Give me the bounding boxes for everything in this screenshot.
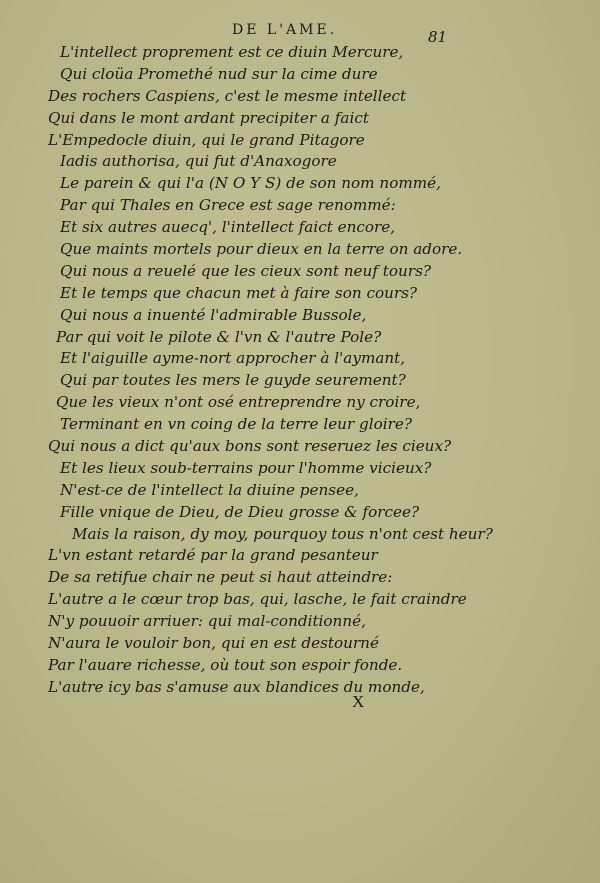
verse-line: Et six autres auecq', l'intellect faict encore, — [60, 218, 396, 237]
poem-text — [0, 42, 600, 699]
signature-mark: X — [352, 692, 365, 711]
verse-line: Et le temps que chacun met à faire son cours? — [60, 283, 418, 302]
verse-line: Par qui voit le pilote & l'vn & l'autre Pole? — [56, 327, 382, 346]
verse-line: Par l'auare richesse, où tout son espoir fonde. — [48, 655, 403, 674]
verse-line: N'y pouuoir arriuer: qui mal-conditionné, — [48, 612, 366, 631]
verse-line: N'est-ce de l'intellect la diuine pensee, — [60, 480, 359, 499]
verse-line: Qui nous a reuelé que les cieux sont neuf tours? — [60, 261, 432, 280]
verse-line: Que les vieux n'ont osé entreprendre ny croire, — [56, 393, 421, 412]
verse-line: Que maints mortels pour dieux en la terre on adore. — [60, 240, 463, 259]
verse-line: Mais la raison, dy moy, pourquoy tous n'ont cest heur? — [72, 524, 493, 543]
verse-line: Des rochers Caspiens, c'est le mesme intellect — [48, 86, 407, 105]
verse-line: L'autre a le cœur trop bas, qui, lasche, le fait craindre — [48, 590, 467, 609]
verse-line: Qui cloüa Promethé nud sur la cime dure — [60, 64, 378, 83]
verse-line: L'vn estant retardé par la grand pesanteur — [48, 546, 378, 565]
verse-line: Qui nous a inuenté l'admirable Bussole, — [60, 305, 367, 324]
verse-line: N'aura le vouloir bon, qui en est destourné — [48, 634, 379, 653]
verse-line: Qui par toutes les mers le guyde seurement? — [60, 371, 406, 390]
verse-line: Fille vnique de Dieu, de Dieu grosse & forcee? — [60, 502, 420, 521]
verse-line: L'Empedocle diuin, qui le grand Pitagore — [48, 130, 365, 149]
verse-line: L'autre icy bas s'amuse aux blandices du monde, — [48, 677, 425, 696]
verse-line: De sa retifue chair ne peut si haut atteindre: — [48, 568, 393, 587]
verse-line: Par qui Thales en Grece est sage renommé: — [60, 196, 396, 215]
verse-line: Qui dans le mont ardant precipiter a faict — [48, 108, 369, 127]
verse-line: L'intellect proprement est ce diuin Mercure, — [60, 43, 404, 61]
verse-line: Terminant en vn coing de la terre leur gloire? — [60, 415, 413, 434]
verse-line: Et l'aiguille ayme-nort approcher à l'aymant, — [60, 349, 406, 368]
page-number: 81 — [428, 28, 448, 46]
verse-line: Le parein & qui l'a (N O Y S) de son nom nommé, — [60, 174, 441, 193]
verse-line: Et les lieux soub-terrains pour l'homme vicieux? — [60, 458, 432, 477]
verse-line: Qui nous a dict qu'aux bons sont reseruez les cieux? — [48, 437, 452, 456]
running-head: DE L'AME. — [232, 22, 338, 38]
verse-line: Iadis authorisa, qui fut d'Anaxogore — [60, 152, 337, 171]
